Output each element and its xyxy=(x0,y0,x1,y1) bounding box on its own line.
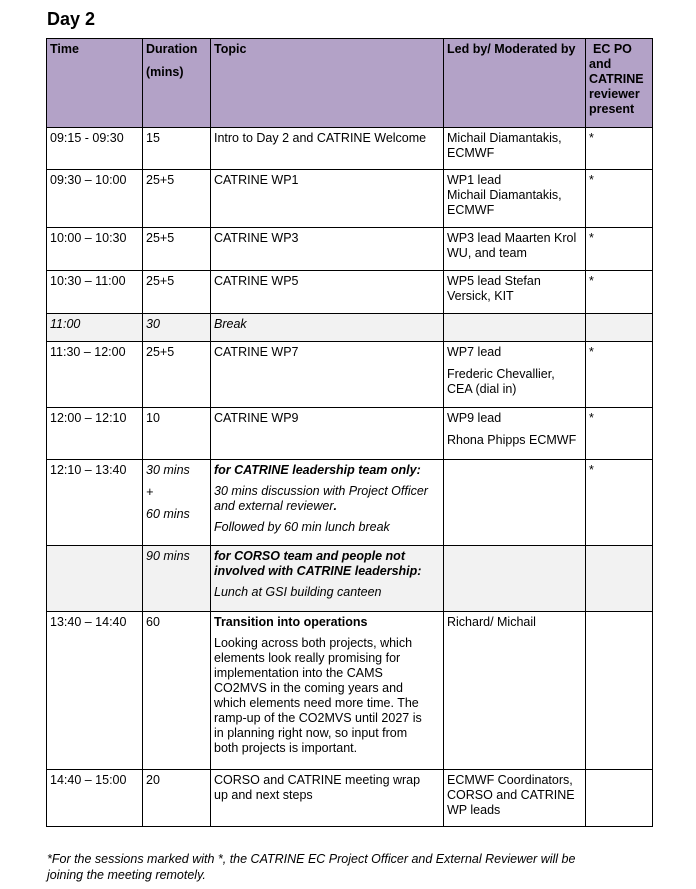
cell-topic: Transition into operations Looking across both projects, which elements look really promising for implementation into the CAMS CO2MVS in the coming years and which elements need more time. The ramp-up of the CO2MVS until 2027 is in planning right now, so input from both projects is important. xyxy=(211,612,444,770)
table-row-lunch xyxy=(47,546,653,612)
header-time: Time xyxy=(47,39,143,128)
cell-duration: 30 mins + 60 mins xyxy=(143,460,211,546)
cell-ec-marker: * xyxy=(586,271,653,314)
header-duration: Duration (mins) xyxy=(143,39,211,128)
cell-time: 12:10 – 13:40 xyxy=(47,460,143,546)
table-row xyxy=(47,128,653,170)
cell-led-by: WP5 lead Stefan Versick, KIT xyxy=(444,271,586,314)
cell-led-by: WP3 lead Maarten Krol WU, and team xyxy=(444,228,586,271)
cell-duration: 20 xyxy=(143,770,211,827)
table-row xyxy=(47,770,653,827)
cell-topic: for CORSO team and people not involved with CATRINE leadership: Lunch at GSI building canteen xyxy=(211,546,444,612)
cell-led-by: ECMWF Coordinators, CORSO and CATRINE WP leads xyxy=(444,770,586,827)
cell-topic: CATRINE WP1 xyxy=(211,170,444,228)
header-led-by: Led by/ Moderated by xyxy=(444,39,586,128)
cell-duration: 90 mins xyxy=(143,546,211,612)
header-ec-present: EC PO and CATRINE reviewer present xyxy=(586,39,653,128)
cell-ec-marker: * xyxy=(586,460,653,546)
table-row xyxy=(47,408,653,460)
cell-time: 10:00 – 10:30 xyxy=(47,228,143,271)
cell-topic: CATRINE WP9 xyxy=(211,408,444,460)
cell-ec-marker: * xyxy=(586,408,653,460)
cell-time: 13:40 – 14:40 xyxy=(47,612,143,770)
table-row xyxy=(47,271,653,314)
cell-duration: 15 xyxy=(143,128,211,170)
cell-time: 10:30 – 11:00 xyxy=(47,271,143,314)
cell-led-by: WP1 lead Michail Diamantakis, ECMWF xyxy=(444,170,586,228)
cell-ec-marker xyxy=(586,546,653,612)
page-title: Day 2 xyxy=(47,9,96,29)
cell-led-by: Richard/ Michail xyxy=(444,612,586,770)
cell-time: 14:40 – 15:00 xyxy=(47,770,143,827)
table-row xyxy=(47,170,653,228)
header-row xyxy=(47,39,653,128)
cell-led-by xyxy=(444,546,586,612)
cell-ec-marker: * xyxy=(586,228,653,271)
cell-duration: 60 xyxy=(143,612,211,770)
cell-duration: 25+5 xyxy=(143,342,211,408)
cell-topic: Break xyxy=(211,314,444,342)
cell-led-by xyxy=(444,460,586,546)
cell-topic: CATRINE WP5 xyxy=(211,271,444,314)
cell-topic: Intro to Day 2 and CATRINE Welcome xyxy=(211,128,444,170)
cell-ec-marker: * xyxy=(586,128,653,170)
cell-ec-marker xyxy=(586,612,653,770)
cell-time: 11:00 xyxy=(47,314,143,342)
cell-topic: CATRINE WP3 xyxy=(211,228,444,271)
cell-time: 12:00 – 12:10 xyxy=(47,408,143,460)
table-row xyxy=(47,460,653,546)
cell-duration: 25+5 xyxy=(143,228,211,271)
table-row xyxy=(47,612,653,770)
cell-ec-marker: * xyxy=(586,170,653,228)
cell-led-by xyxy=(444,314,586,342)
cell-topic: CORSO and CATRINE meeting wrap up and next steps xyxy=(211,770,444,827)
table-row-break xyxy=(47,314,653,342)
cell-time: 09:15 - 09:30 xyxy=(47,128,143,170)
cell-ec-marker: * xyxy=(586,342,653,408)
cell-time: 11:30 – 12:00 xyxy=(47,342,143,408)
cell-duration: 10 xyxy=(143,408,211,460)
cell-led-by: Michail Diamantakis, ECMWF xyxy=(444,128,586,170)
cell-time: 09:30 – 10:00 xyxy=(47,170,143,228)
cell-topic: for CATRINE leadership team only: 30 mins discussion with Project Officer and external reviewer. Followed by 60 min lunch break xyxy=(211,460,444,546)
footnote: *For the sessions marked with *, the CATRINE EC Project Officer and External Reviewer will be joining the meeting remotely. xyxy=(47,852,576,882)
cell-topic: CATRINE WP7 xyxy=(211,342,444,408)
cell-led-by: WP9 lead Rhona Phipps ECMWF xyxy=(444,408,586,460)
cell-duration: 25+5 xyxy=(143,170,211,228)
cell-ec-marker xyxy=(586,314,653,342)
table-row xyxy=(47,342,653,408)
cell-duration: 25+5 xyxy=(143,271,211,314)
agenda-table xyxy=(46,38,653,827)
cell-led-by: WP7 lead Frederic Chevallier, CEA (dial in) xyxy=(444,342,586,408)
cell-time xyxy=(47,546,143,612)
cell-ec-marker xyxy=(586,770,653,827)
cell-duration: 30 xyxy=(143,314,211,342)
table-row xyxy=(47,228,653,271)
header-topic: Topic xyxy=(211,39,444,128)
